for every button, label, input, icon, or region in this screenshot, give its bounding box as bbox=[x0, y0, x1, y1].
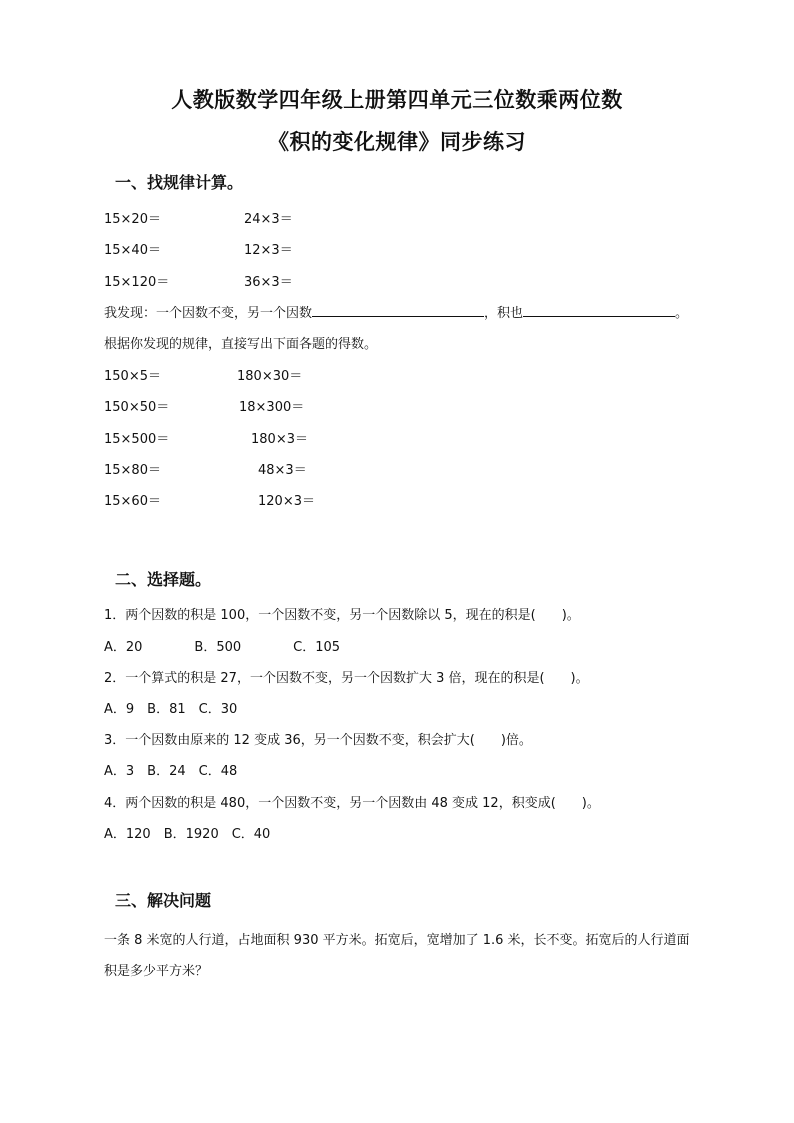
discover-text-b: ，积也 bbox=[484, 306, 524, 321]
answer-blank[interactable] bbox=[312, 304, 484, 317]
calc-item: 180×3＝ bbox=[251, 432, 308, 447]
problem-line-1: 一条 8 米宽的人行道，占地面积 930 平方米。拓宽后，宽增加了 1.6 米，长不变。拓宽后的人行道面 bbox=[104, 933, 690, 948]
calc-item: 15×120＝ bbox=[104, 275, 170, 290]
options-4: A．120 B．1920 C．40 bbox=[104, 827, 271, 842]
options-3: A．3 B．24 C．48 bbox=[104, 764, 238, 779]
section2-heading: 二、选择题。 bbox=[115, 570, 212, 589]
section1-heading: 一、找规律计算。 bbox=[115, 173, 244, 192]
title-line-2: 《积的变化规律》同步练习 bbox=[268, 129, 526, 154]
section3-heading: 三、解决问题 bbox=[115, 891, 212, 910]
discover-text-a: 我发现：一个因数不变，另一个因数 bbox=[104, 306, 313, 321]
calc-item: 15×40＝ bbox=[104, 243, 161, 258]
calc-item: 15×20＝ bbox=[104, 212, 161, 227]
answer-blank[interactable] bbox=[523, 304, 675, 317]
calc-item: 24×3＝ bbox=[244, 212, 293, 227]
calc-item: 12×3＝ bbox=[244, 243, 293, 258]
calc-item: 36×3＝ bbox=[244, 275, 293, 290]
question-2: 2．一个算式的积是 27，一个因数不变，另一个因数扩大 3 倍，现在的积是( )。 bbox=[104, 671, 589, 686]
options-2: A．9 B．81 C．30 bbox=[104, 702, 238, 717]
discover-sentence bbox=[104, 302, 688, 321]
instruction: 根据你发现的规律，直接写出下面各题的得数。 bbox=[104, 337, 378, 352]
question-1: 1．两个因数的积是 100，一个因数不变，另一个因数除以 5，现在的积是( )。 bbox=[104, 608, 580, 623]
question-3: 3．一个因数由原来的 12 变成 36，另一个因数不变，积会扩大( )倍。 bbox=[104, 733, 532, 748]
calc-item: 150×5＝ bbox=[104, 369, 161, 384]
calc-item: 15×60＝ bbox=[104, 494, 161, 509]
options-1: A．20 B．500 C．105 bbox=[104, 640, 341, 655]
question-4: 4．两个因数的积是 480，一个因数不变，另一个因数由 48 变成 12，积变成( )。 bbox=[104, 796, 600, 811]
calc-item: 150×50＝ bbox=[104, 400, 170, 415]
calc-item: 180×30＝ bbox=[237, 369, 303, 384]
calc-item: 120×3＝ bbox=[258, 494, 315, 509]
calc-item: 15×80＝ bbox=[104, 463, 161, 478]
calc-item: 18×300＝ bbox=[239, 400, 305, 415]
calc-item: 48×3＝ bbox=[258, 463, 307, 478]
title-line-1: 人教版数学四年级上册第四单元三位数乘两位数 bbox=[171, 87, 623, 112]
problem-line-2: 积是多少平方米？ bbox=[104, 964, 209, 979]
calc-item: 15×500＝ bbox=[104, 432, 170, 447]
discover-text-c: 。 bbox=[675, 306, 689, 321]
